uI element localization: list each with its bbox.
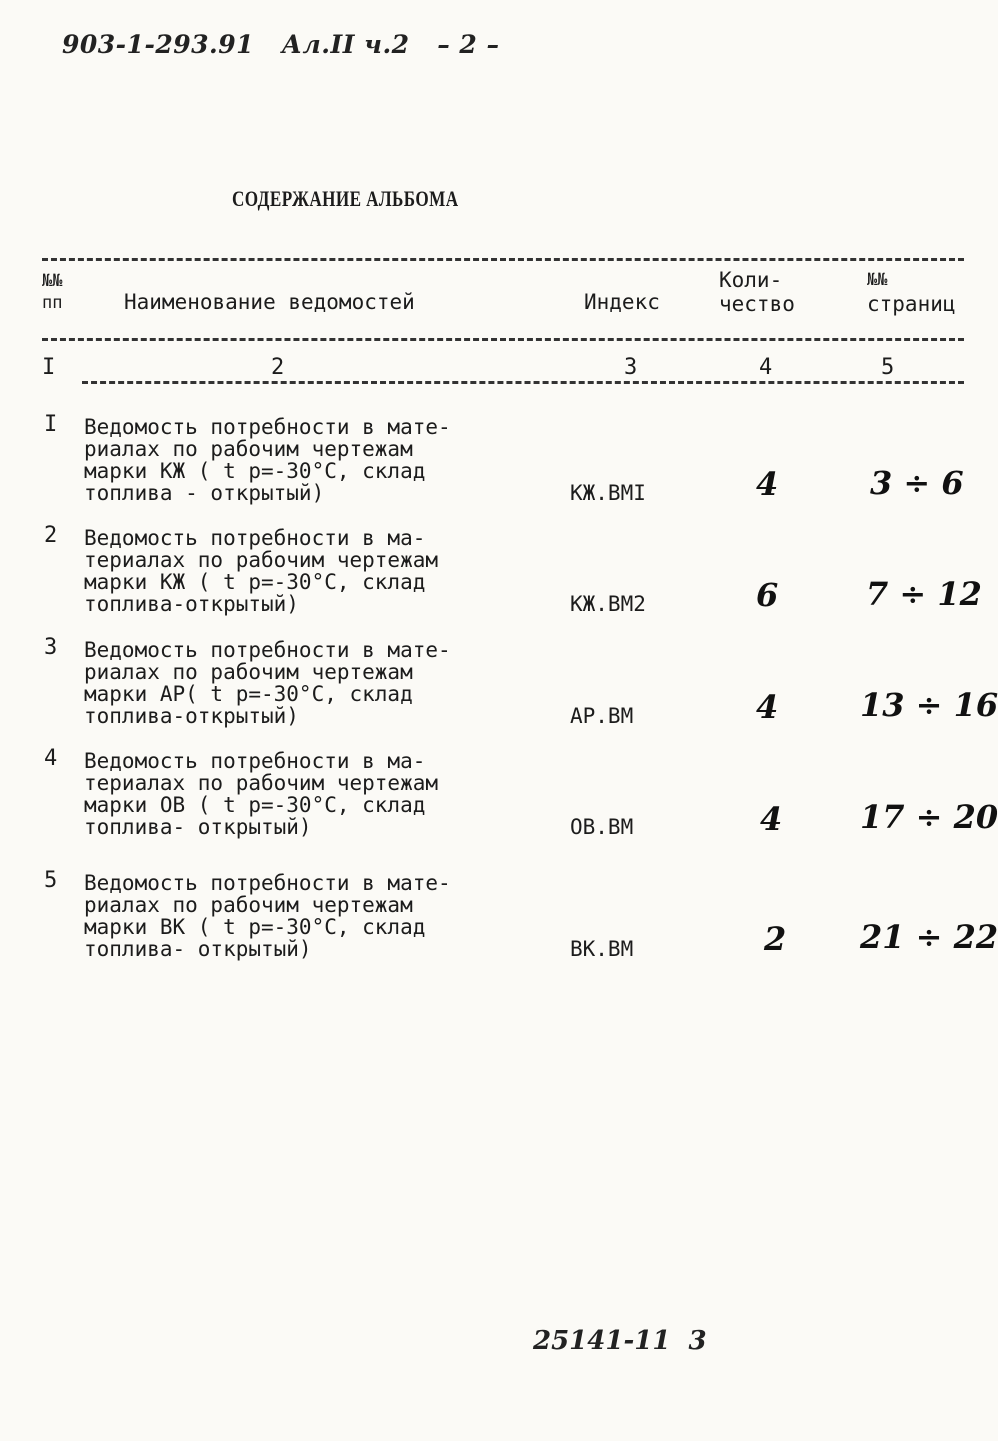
header-qty-line2: чество: [719, 292, 795, 316]
document-code: 903-1-293.91: [62, 30, 255, 59]
row-quantity: 4: [756, 688, 779, 726]
column-number-3: 3: [624, 355, 638, 380]
column-number-1: I: [42, 355, 56, 380]
row-name-line: риалах по рабочим чертежам: [84, 660, 413, 684]
row-name-line: Ведомость потребности в мате-: [84, 638, 451, 662]
row-name-line: топлива - открытый): [84, 481, 325, 505]
row-name-line: марки ВК ( t р=-30°С, склад: [84, 915, 426, 939]
row-number: I: [44, 412, 58, 437]
row-name-line: риалах по рабочим чертежам: [84, 893, 413, 917]
row-name-line: териалах по рабочим чертежам: [84, 771, 439, 795]
row-number: 3: [44, 635, 58, 660]
header-pages-line1: №№: [867, 270, 888, 290]
column-number-4: 4: [759, 355, 773, 380]
column-number-2: 2: [271, 355, 285, 380]
row-number: 5: [44, 868, 58, 893]
row-name-line: Ведомость потребности в мате-: [84, 871, 451, 895]
row-quantity: 6: [756, 576, 779, 614]
inventory-number: 25141-11: [533, 1326, 671, 1356]
page-number: – 2 –: [437, 30, 500, 59]
row-name-line: Ведомость потребности в ма-: [84, 526, 426, 550]
header-num-line1: №№: [42, 271, 63, 291]
row-pages: 3 ÷ 6: [870, 464, 964, 502]
row-name-line: Ведомость потребности в ма-: [84, 749, 426, 773]
row-name-line: Ведомость потребности в мате-: [84, 415, 451, 439]
row-name: [84, 639, 451, 727]
row-name-line: марки КЖ ( t р=-30°С, склад: [84, 459, 426, 483]
row-name-line: топлива- открытый): [84, 937, 312, 961]
document-title: СОДЕРЖАНИЕ АЛЬБОМА: [232, 186, 459, 211]
header-num-line2: пп: [42, 293, 63, 313]
header-index: Индекс: [584, 290, 660, 314]
row-name: [84, 527, 438, 615]
header-qty: [719, 268, 795, 316]
row-pages: 7 ÷ 12: [866, 575, 982, 613]
row-number: 4: [44, 746, 58, 771]
header-num: [42, 270, 62, 314]
row-name-line: марки ОВ ( t р=-30°С, склад: [84, 793, 426, 817]
table-top-rule: [42, 258, 964, 261]
row-number: 2: [44, 523, 58, 548]
column-number-5: 5: [881, 355, 895, 380]
album-part: Ал.II ч.2: [281, 30, 410, 59]
row-quantity: 2: [764, 920, 787, 958]
row-name-line: марки АР( t р=-30°С, склад: [84, 682, 413, 706]
row-name-line: топлива-открытый): [84, 704, 299, 728]
header-pages: [867, 268, 956, 316]
footer-stamp: [533, 1326, 707, 1356]
row-index: ВК.ВМ: [570, 937, 634, 961]
row-index: ОВ.ВМ: [570, 815, 634, 839]
row-name: [84, 416, 451, 504]
document-header: [62, 30, 500, 59]
row-quantity: 4: [756, 465, 779, 503]
column-number-rule: [82, 381, 964, 384]
header-qty-line1: Коли-: [719, 268, 783, 292]
sheet-number: 3: [688, 1326, 707, 1356]
row-pages: 17 ÷ 20: [860, 798, 998, 836]
row-pages: 21 ÷ 22: [860, 918, 998, 956]
row-index: АР.ВМ: [570, 704, 634, 728]
row-name: [84, 750, 438, 838]
row-name-line: топлива- открытый): [84, 815, 312, 839]
row-index: КЖ.ВМI: [570, 481, 646, 505]
row-quantity: 4: [760, 800, 783, 838]
header-bottom-rule: [42, 338, 964, 341]
row-index: КЖ.ВМ2: [570, 592, 646, 616]
row-name-line: марки КЖ ( t р=-30°С, склад: [84, 570, 426, 594]
row-name-line: риалах по рабочим чертежам: [84, 437, 413, 461]
row-name-line: топлива-открытый): [84, 592, 299, 616]
header-name: Наименование ведомостей: [124, 290, 415, 314]
row-pages: 13 ÷ 16: [860, 686, 998, 724]
row-name-line: териалах по рабочим чертежам: [84, 548, 439, 572]
row-name: [84, 872, 451, 960]
header-pages-line2: страниц: [867, 292, 956, 316]
